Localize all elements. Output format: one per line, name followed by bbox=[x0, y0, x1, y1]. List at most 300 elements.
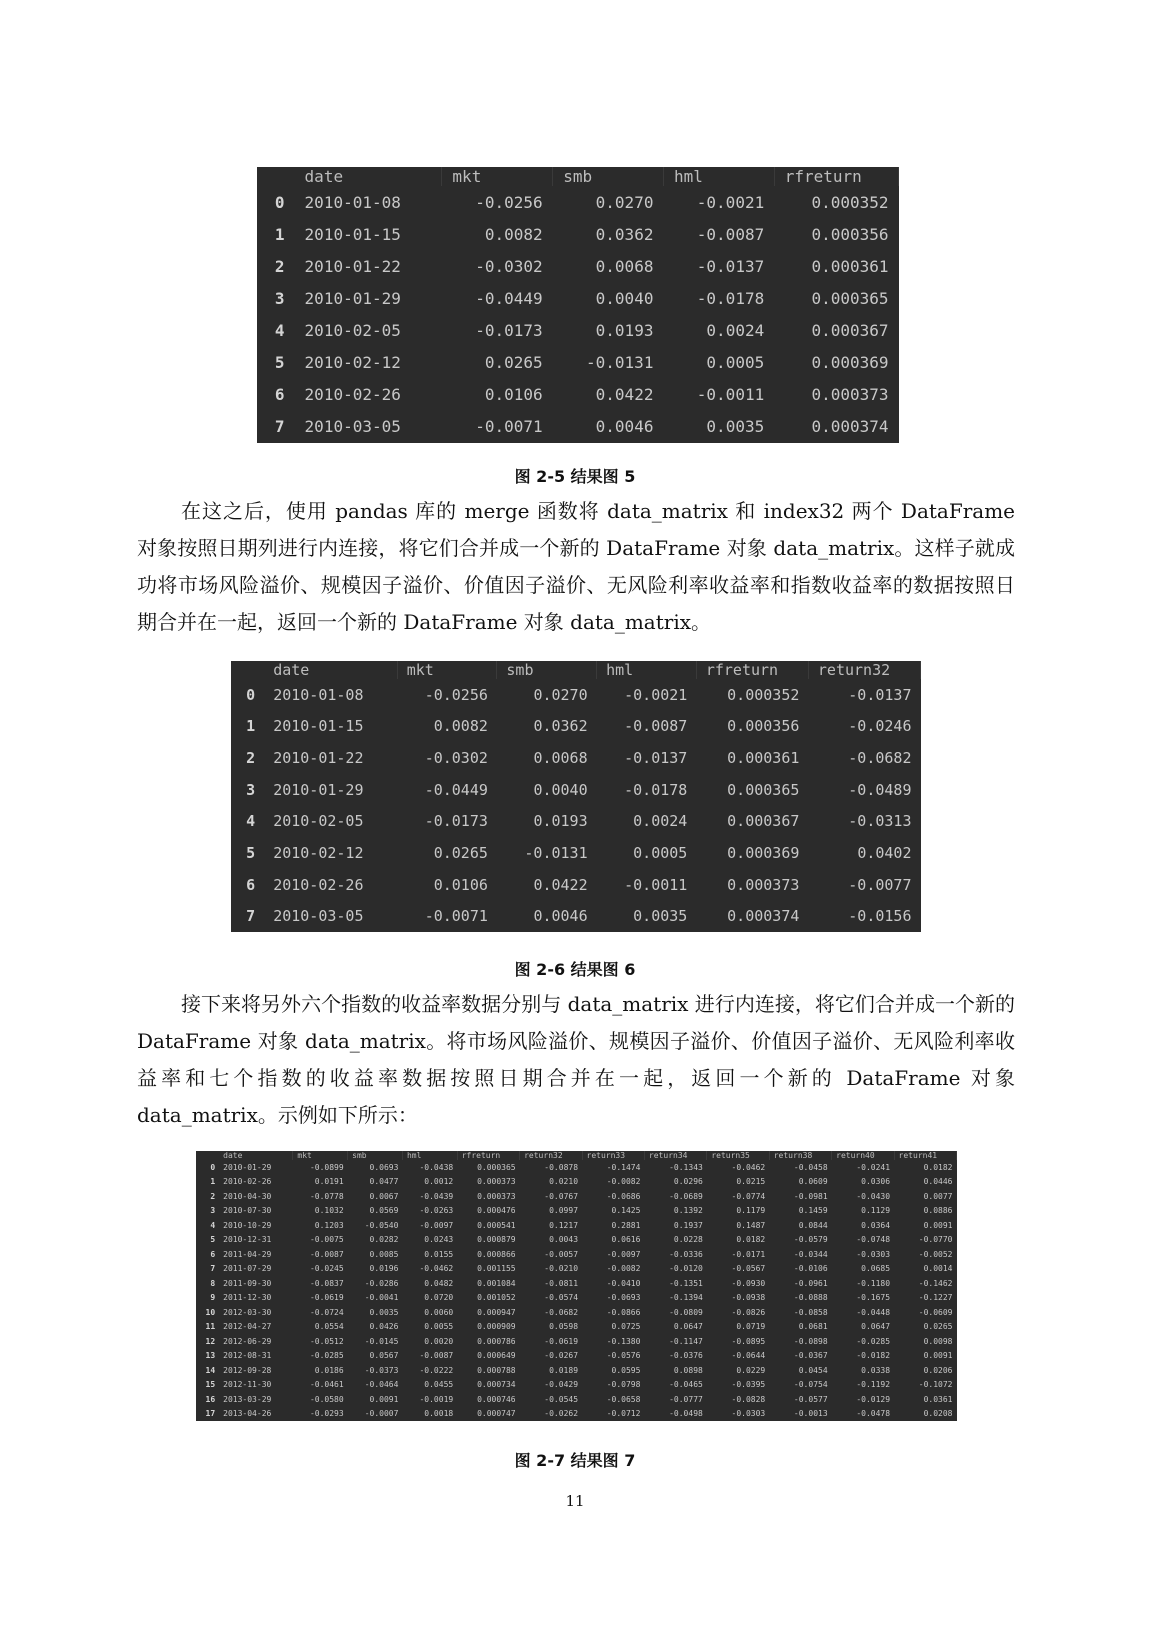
table-cell: 0.0997 bbox=[549, 1206, 579, 1216]
table-cell: -0.1675 bbox=[856, 1293, 891, 1303]
table-row bbox=[196, 1276, 957, 1291]
table-cell: 2010-01-08 bbox=[273, 685, 364, 704]
row-index: 13 bbox=[205, 1351, 216, 1361]
row-index: 7 bbox=[274, 417, 285, 437]
table-cell: -0.0007 bbox=[364, 1409, 399, 1419]
table-header-row bbox=[257, 167, 899, 186]
body-paragraph bbox=[137, 986, 1015, 1134]
table-row bbox=[196, 1334, 957, 1349]
table-cell: -0.0778 bbox=[309, 1191, 344, 1201]
table-cell: 0.0681 bbox=[798, 1322, 828, 1332]
table-cell: 0.0567 bbox=[369, 1351, 399, 1361]
table-cell: -0.0878 bbox=[544, 1162, 579, 1172]
table-cell: 0.1459 bbox=[798, 1206, 828, 1216]
column-header: return41 bbox=[894, 1151, 956, 1160]
table-cell: 0.001052 bbox=[477, 1293, 516, 1303]
table-cell: 0.0228 bbox=[673, 1235, 703, 1245]
table-cell: 0.0082 bbox=[484, 224, 543, 244]
table-cell: 0.0040 bbox=[533, 780, 588, 799]
table-row bbox=[196, 1291, 957, 1306]
table-cell: 0.0182 bbox=[736, 1235, 766, 1245]
table-cell: 0.0362 bbox=[533, 717, 588, 736]
table-cell: -0.0658 bbox=[606, 1394, 641, 1404]
table-cell: 2010-03-05 bbox=[304, 417, 401, 437]
table-cell: 2010-01-15 bbox=[304, 224, 401, 244]
table-cell: 2012-04-27 bbox=[223, 1322, 272, 1332]
table-cell: 2010-01-22 bbox=[304, 256, 401, 276]
table-cell: 0.0270 bbox=[533, 685, 588, 704]
table-cell: 0.0012 bbox=[424, 1177, 454, 1187]
row-index: 4 bbox=[274, 321, 285, 341]
table-cell: -0.0145 bbox=[364, 1336, 399, 1346]
table-cell: 0.0243 bbox=[424, 1235, 454, 1245]
table-cell: -0.0465 bbox=[669, 1380, 703, 1390]
table-cell: 0.000734 bbox=[477, 1380, 516, 1390]
table-cell: 0.0609 bbox=[798, 1177, 828, 1187]
table-row bbox=[257, 411, 899, 443]
table-cell: -0.0013 bbox=[793, 1409, 828, 1419]
table-cell: -0.0019 bbox=[419, 1394, 454, 1404]
table-cell: 0.0060 bbox=[424, 1307, 454, 1317]
table-cell: 0.000909 bbox=[477, 1322, 516, 1332]
table-cell: 2010-04-30 bbox=[223, 1191, 272, 1201]
table-cell: -0.0210 bbox=[544, 1264, 579, 1274]
table-cell: 2012-09-28 bbox=[223, 1365, 272, 1375]
column-header: hml bbox=[663, 167, 774, 186]
column-header: date bbox=[219, 1151, 293, 1160]
table-cell: 0.000373 bbox=[727, 875, 800, 894]
table-cell: -0.0580 bbox=[309, 1394, 344, 1404]
table-cell: -0.0777 bbox=[669, 1394, 703, 1404]
row-index: 2 bbox=[274, 256, 285, 276]
row-index: 15 bbox=[205, 1380, 216, 1390]
table-cell: 0.0068 bbox=[595, 256, 654, 276]
table-cell: 0.0091 bbox=[923, 1351, 953, 1361]
table-cell: -0.1072 bbox=[918, 1380, 953, 1390]
table-cell: -0.0828 bbox=[731, 1394, 766, 1404]
table-cell: 0.0005 bbox=[706, 353, 765, 373]
table-cell: 0.0422 bbox=[533, 875, 588, 894]
table-cell: -0.0082 bbox=[606, 1177, 641, 1187]
table-cell: 0.0077 bbox=[923, 1191, 953, 1201]
column-header: return33 bbox=[582, 1151, 644, 1160]
table-cell: -0.0245 bbox=[309, 1264, 344, 1274]
table-cell: -0.0178 bbox=[696, 288, 765, 308]
table-cell: -0.0748 bbox=[856, 1235, 891, 1245]
table-cell: 0.1179 bbox=[736, 1206, 766, 1216]
table-cell: 0.000356 bbox=[811, 224, 889, 244]
table-cell: 0.0446 bbox=[923, 1177, 953, 1187]
row-index: 4 bbox=[210, 1220, 216, 1230]
table-cell: 2010-02-26 bbox=[223, 1177, 272, 1187]
table-cell: -0.0137 bbox=[696, 256, 765, 276]
table-header-row bbox=[196, 1151, 957, 1160]
table-cell: 0.0186 bbox=[314, 1365, 344, 1375]
table-cell: 0.0024 bbox=[633, 812, 688, 831]
table-cell: -0.0512 bbox=[309, 1336, 344, 1346]
table-cell: -0.0057 bbox=[544, 1249, 579, 1259]
table-cell: -0.0267 bbox=[544, 1351, 579, 1361]
table-cell: -0.1394 bbox=[669, 1293, 703, 1303]
table-cell: 0.0020 bbox=[424, 1336, 454, 1346]
table-cell: -0.0302 bbox=[475, 256, 543, 276]
table-row bbox=[231, 679, 921, 711]
table-cell: 0.000367 bbox=[727, 812, 800, 831]
table-row bbox=[231, 806, 921, 838]
table-cell: -0.0182 bbox=[856, 1351, 891, 1361]
table-cell: 0.0693 bbox=[369, 1162, 399, 1172]
table-cell: -0.0137 bbox=[624, 749, 688, 768]
table-cell: 0.1392 bbox=[673, 1206, 703, 1216]
table-cell: -0.0087 bbox=[419, 1351, 454, 1361]
row-index: 16 bbox=[205, 1394, 216, 1404]
table-cell: -0.0241 bbox=[856, 1162, 891, 1172]
column-header: smb bbox=[553, 167, 664, 186]
row-index: 9 bbox=[210, 1293, 216, 1303]
table-cell: 0.0720 bbox=[424, 1293, 454, 1303]
table-cell: -0.0178 bbox=[624, 780, 688, 799]
table-cell: -0.0429 bbox=[544, 1380, 579, 1390]
column-header: mkt bbox=[442, 167, 553, 186]
table-cell: 0.000947 bbox=[477, 1307, 516, 1317]
column-header: return40 bbox=[832, 1151, 894, 1160]
table-cell: 0.0886 bbox=[923, 1206, 953, 1216]
table-cell: -0.0981 bbox=[793, 1191, 828, 1201]
table-cell: 0.0616 bbox=[611, 1235, 641, 1245]
table-cell: 0.000365 bbox=[477, 1162, 516, 1172]
table-cell: -0.0498 bbox=[669, 1409, 703, 1419]
table-cell: 0.000352 bbox=[727, 685, 800, 704]
table-header-row bbox=[231, 661, 921, 679]
table-cell: 0.0338 bbox=[861, 1365, 891, 1375]
table-cell: -0.0574 bbox=[544, 1293, 579, 1303]
row-index: 10 bbox=[205, 1307, 216, 1317]
table-cell: -0.0137 bbox=[848, 685, 912, 704]
table-cell: 0.0595 bbox=[611, 1365, 641, 1375]
table-cell: 0.0208 bbox=[923, 1409, 953, 1419]
table-cell: -0.0222 bbox=[419, 1365, 454, 1375]
table-cell: 2012-08-31 bbox=[223, 1351, 272, 1361]
table-cell: -0.0087 bbox=[696, 224, 765, 244]
table-cell: -0.0021 bbox=[624, 685, 688, 704]
table-cell: 2010-07-30 bbox=[223, 1206, 272, 1216]
table-cell: 0.000374 bbox=[811, 417, 889, 437]
row-index: 5 bbox=[210, 1235, 216, 1245]
table-cell: -0.0577 bbox=[793, 1394, 828, 1404]
table-cell: -0.0285 bbox=[309, 1351, 344, 1361]
column-header: return32 bbox=[808, 661, 920, 679]
table-cell: 0.0647 bbox=[861, 1322, 891, 1332]
row-index: 1 bbox=[210, 1177, 216, 1187]
table-cell: 0.0270 bbox=[595, 192, 654, 212]
table-cell: -0.0367 bbox=[793, 1351, 828, 1361]
table-cell: 0.0685 bbox=[861, 1264, 891, 1274]
dataframe-table bbox=[231, 661, 921, 932]
table-cell: 2010-02-12 bbox=[273, 843, 364, 862]
table-cell: 0.000361 bbox=[811, 256, 889, 276]
row-index: 8 bbox=[210, 1278, 216, 1288]
table-cell: -0.0120 bbox=[669, 1264, 703, 1274]
table-row bbox=[196, 1349, 957, 1364]
table-cell: 0.000786 bbox=[477, 1336, 516, 1346]
table-cell: 0.0265 bbox=[484, 353, 543, 373]
table-cell: 0.0426 bbox=[369, 1322, 399, 1332]
table-cell: -0.0156 bbox=[848, 907, 912, 926]
table-row bbox=[231, 711, 921, 743]
table-cell: 0.000369 bbox=[811, 353, 889, 373]
table-cell: -0.0545 bbox=[544, 1394, 579, 1404]
column-header: hml bbox=[402, 1151, 457, 1160]
table-cell: -0.0888 bbox=[793, 1293, 828, 1303]
table-cell: 0.0554 bbox=[314, 1322, 344, 1332]
table-cell: 0.000361 bbox=[727, 749, 800, 768]
table-cell: -0.0313 bbox=[848, 812, 912, 831]
table-cell: 2012-03-30 bbox=[223, 1307, 272, 1317]
table-cell: 2012-06-29 bbox=[223, 1336, 272, 1346]
table-cell: 0.000476 bbox=[477, 1206, 516, 1216]
table-cell: 0.0569 bbox=[369, 1206, 399, 1216]
table-row bbox=[231, 774, 921, 806]
table-cell: -0.0071 bbox=[475, 417, 543, 437]
table-cell: -0.0767 bbox=[544, 1191, 579, 1201]
table-cell: 0.0067 bbox=[369, 1191, 399, 1201]
table-cell: -0.0798 bbox=[606, 1380, 641, 1390]
table-cell: -0.0448 bbox=[856, 1307, 891, 1317]
table-cell: -0.0087 bbox=[309, 1249, 344, 1259]
row-index: 0 bbox=[274, 192, 285, 212]
table-cell: -0.0077 bbox=[848, 875, 912, 894]
table-cell: -0.0173 bbox=[424, 812, 488, 831]
table-row bbox=[196, 1233, 957, 1248]
table-cell: -0.0478 bbox=[856, 1409, 891, 1419]
table-cell: -0.0686 bbox=[606, 1191, 641, 1201]
table-cell: -0.0410 bbox=[606, 1278, 641, 1288]
table-cell: 2011-12-30 bbox=[223, 1293, 272, 1303]
table-cell: 0.000373 bbox=[811, 385, 889, 405]
table-cell: 0.0229 bbox=[736, 1365, 766, 1375]
table-cell: -0.0075 bbox=[309, 1235, 344, 1245]
table-cell: -0.0809 bbox=[669, 1307, 703, 1317]
table-cell: -0.0579 bbox=[793, 1235, 828, 1245]
table-cell: -0.0899 bbox=[309, 1162, 344, 1172]
table-cell: 0.0106 bbox=[433, 875, 488, 894]
table-cell: 2010-01-15 bbox=[273, 717, 364, 736]
table-row bbox=[257, 315, 899, 347]
table-cell: 0.000788 bbox=[477, 1365, 516, 1375]
table-cell: 2010-03-05 bbox=[273, 907, 364, 926]
table-row bbox=[196, 1320, 957, 1335]
table-cell: 0.000356 bbox=[727, 717, 800, 736]
table-cell: 0.2881 bbox=[611, 1220, 641, 1230]
dataframe-table bbox=[196, 1151, 957, 1421]
table-cell: -0.1474 bbox=[606, 1162, 641, 1172]
table-cell: -0.1147 bbox=[669, 1336, 703, 1346]
table-cell: 0.1487 bbox=[736, 1220, 766, 1230]
table-cell: -0.0041 bbox=[364, 1293, 399, 1303]
table-cell: 0.0014 bbox=[923, 1264, 953, 1274]
result-table-7 bbox=[196, 1151, 957, 1421]
table-row bbox=[196, 1407, 957, 1422]
row-index: 5 bbox=[246, 843, 256, 862]
table-cell: -0.0303 bbox=[731, 1409, 766, 1419]
table-cell: -0.0754 bbox=[793, 1380, 828, 1390]
row-index: 6 bbox=[246, 875, 256, 894]
table-cell: -0.0097 bbox=[606, 1249, 641, 1259]
table-row bbox=[196, 1218, 957, 1233]
table-cell: -0.0131 bbox=[586, 353, 654, 373]
table-cell: -0.1380 bbox=[606, 1336, 641, 1346]
table-row bbox=[196, 1175, 957, 1190]
table-cell: 0.000746 bbox=[477, 1394, 516, 1404]
table-cell: 0.0265 bbox=[923, 1322, 953, 1332]
table-row bbox=[196, 1204, 957, 1219]
row-index: 0 bbox=[210, 1162, 216, 1172]
row-index: 2 bbox=[210, 1191, 216, 1201]
table-cell: 2010-12-31 bbox=[223, 1235, 272, 1245]
table-cell: -0.0129 bbox=[856, 1394, 891, 1404]
table-cell: 0.0210 bbox=[549, 1177, 579, 1187]
row-index: 0 bbox=[246, 685, 256, 704]
table-cell: -0.0774 bbox=[731, 1191, 766, 1201]
table-cell: 0.0191 bbox=[314, 1177, 344, 1187]
table-cell: -0.0082 bbox=[606, 1264, 641, 1274]
table-cell: -0.0898 bbox=[793, 1336, 828, 1346]
table-cell: -0.0540 bbox=[364, 1220, 399, 1230]
column-header: date bbox=[264, 661, 397, 679]
paragraph-text: 接下来将另外六个指数的收益率数据分别与 data_matrix 进行内连接，将它们合并成一个新的 DataFrame 对象 data_matrix。将市场风险溢价、规模因子溢价、价值因子溢价、无风险利率收益率和七个指数的收益率数据按照日期合并在一起，返回一个新的 DataFrame 对象 data_matrix。示例如下所示： bbox=[137, 992, 1015, 1127]
table-cell: -0.0826 bbox=[731, 1307, 766, 1317]
row-index: 11 bbox=[205, 1322, 216, 1332]
table-cell: 0.0455 bbox=[424, 1380, 454, 1390]
table-cell: -0.0811 bbox=[544, 1278, 579, 1288]
column-header: hml bbox=[597, 661, 697, 679]
row-index: 1 bbox=[274, 224, 285, 244]
table-cell: 0.0719 bbox=[736, 1322, 766, 1332]
table-cell: -0.0171 bbox=[731, 1249, 766, 1259]
figure-caption: 图 2-6 结果图 6 bbox=[514, 960, 636, 979]
table-cell: -0.0087 bbox=[624, 717, 688, 736]
table-cell: -0.0770 bbox=[918, 1235, 953, 1245]
table-cell: -0.0619 bbox=[544, 1336, 579, 1346]
row-index: 6 bbox=[210, 1249, 216, 1259]
table-row bbox=[196, 1392, 957, 1407]
table-cell: 0.0844 bbox=[798, 1220, 828, 1230]
table-cell: 0.000879 bbox=[477, 1235, 516, 1245]
table-cell: -0.0344 bbox=[793, 1249, 828, 1259]
table-cell: 2010-01-22 bbox=[273, 749, 364, 768]
row-index: 7 bbox=[246, 907, 256, 926]
table-cell: 0.000866 bbox=[477, 1249, 516, 1259]
table-cell: 2010-02-26 bbox=[273, 875, 364, 894]
table-cell: 0.1203 bbox=[314, 1220, 344, 1230]
table-cell: -0.0961 bbox=[793, 1278, 828, 1288]
column-header: date bbox=[295, 167, 442, 186]
table-row bbox=[196, 1305, 957, 1320]
table-cell: 2010-01-29 bbox=[304, 288, 401, 308]
table-cell: -0.0682 bbox=[544, 1307, 579, 1317]
table-row bbox=[257, 250, 899, 282]
table-cell: 2011-07-29 bbox=[223, 1264, 272, 1274]
table-cell: 0.1129 bbox=[861, 1206, 891, 1216]
row-index: 3 bbox=[210, 1206, 216, 1216]
table-cell: 0.0296 bbox=[673, 1177, 703, 1187]
table-cell: 0.000365 bbox=[727, 780, 800, 799]
table-row bbox=[231, 742, 921, 774]
table-cell: -0.0609 bbox=[918, 1307, 953, 1317]
table-cell: 2011-09-30 bbox=[223, 1278, 272, 1288]
table-cell: 0.0024 bbox=[706, 321, 765, 341]
table-cell: 2010-10-29 bbox=[223, 1220, 272, 1230]
table-cell: -0.0462 bbox=[731, 1162, 766, 1172]
table-row bbox=[257, 218, 899, 250]
table-cell: -0.0336 bbox=[669, 1249, 703, 1259]
table-cell: 0.0265 bbox=[433, 843, 488, 862]
table-cell: 2010-02-26 bbox=[304, 385, 401, 405]
table-cell: -0.0866 bbox=[606, 1307, 641, 1317]
table-cell: 0.0598 bbox=[549, 1322, 579, 1332]
figure-caption: 图 2-7 结果图 7 bbox=[514, 1451, 636, 1470]
table-cell: -0.0449 bbox=[424, 780, 488, 799]
table-cell: 0.0091 bbox=[923, 1220, 953, 1230]
table-cell: -0.0011 bbox=[624, 875, 688, 894]
column-header: rfreturn bbox=[696, 661, 808, 679]
table-cell: 0.0155 bbox=[424, 1249, 454, 1259]
table-cell: 0.0046 bbox=[533, 907, 588, 926]
column-header: rfreturn bbox=[774, 167, 898, 186]
table-cell: 0.1217 bbox=[549, 1220, 579, 1230]
table-cell: 0.0477 bbox=[369, 1177, 399, 1187]
table-row bbox=[196, 1378, 957, 1393]
table-row bbox=[196, 1363, 957, 1378]
table-row bbox=[196, 1262, 957, 1277]
row-index: 3 bbox=[274, 288, 285, 308]
row-index: 7 bbox=[210, 1264, 216, 1274]
table-cell: -0.0262 bbox=[544, 1409, 579, 1419]
table-cell: 0.0196 bbox=[369, 1264, 399, 1274]
table-cell: -0.0576 bbox=[606, 1351, 641, 1361]
row-index: 12 bbox=[205, 1336, 216, 1346]
table-cell: 0.0040 bbox=[595, 288, 654, 308]
column-header: mkt bbox=[293, 1151, 348, 1160]
row-index: 1 bbox=[246, 717, 256, 736]
table-cell: -0.0858 bbox=[793, 1307, 828, 1317]
table-cell: 0.000374 bbox=[727, 907, 800, 926]
table-cell: -0.0097 bbox=[419, 1220, 454, 1230]
table-cell: -0.0376 bbox=[669, 1351, 703, 1361]
table-cell: -0.0438 bbox=[419, 1162, 454, 1172]
row-index: 14 bbox=[205, 1365, 216, 1375]
table-cell: 0.0035 bbox=[706, 417, 765, 437]
index-header bbox=[231, 661, 264, 679]
table-cell: 0.0422 bbox=[595, 385, 654, 405]
table-cell: 0.0068 bbox=[533, 749, 588, 768]
table-cell: -0.0458 bbox=[793, 1162, 828, 1172]
table-cell: 0.0091 bbox=[369, 1394, 399, 1404]
table-cell: 0.000352 bbox=[811, 192, 889, 212]
column-header: return35 bbox=[707, 1151, 769, 1160]
table-cell: 2013-04-26 bbox=[223, 1409, 272, 1419]
table-row bbox=[231, 900, 921, 932]
table-cell: 0.0647 bbox=[673, 1322, 703, 1332]
table-cell: -0.0071 bbox=[424, 907, 488, 926]
paragraph-text: 在这之后，使用 pandas 库的 merge 函数将 data_matrix 和 index32 两个 DataFrame 对象按照日期列进行内连接，将它们合并成一个新的 DataFrame 对象 data_matrix。这样子就成功将市场风险溢价、规模因子溢价、价值因子溢价、无风险利率收益率和指数收益率的数据按照日期合并在一起，返回一个新的 DataFrame 对象 data_matrix。 bbox=[137, 499, 1015, 634]
table-cell: 0.1032 bbox=[314, 1206, 344, 1216]
table-cell: 0.0035 bbox=[369, 1307, 399, 1317]
table-cell: 0.000649 bbox=[477, 1351, 516, 1361]
table-cell: 0.0035 bbox=[633, 907, 688, 926]
table-cell: -0.0461 bbox=[309, 1380, 344, 1390]
table-cell: 0.0482 bbox=[424, 1278, 454, 1288]
